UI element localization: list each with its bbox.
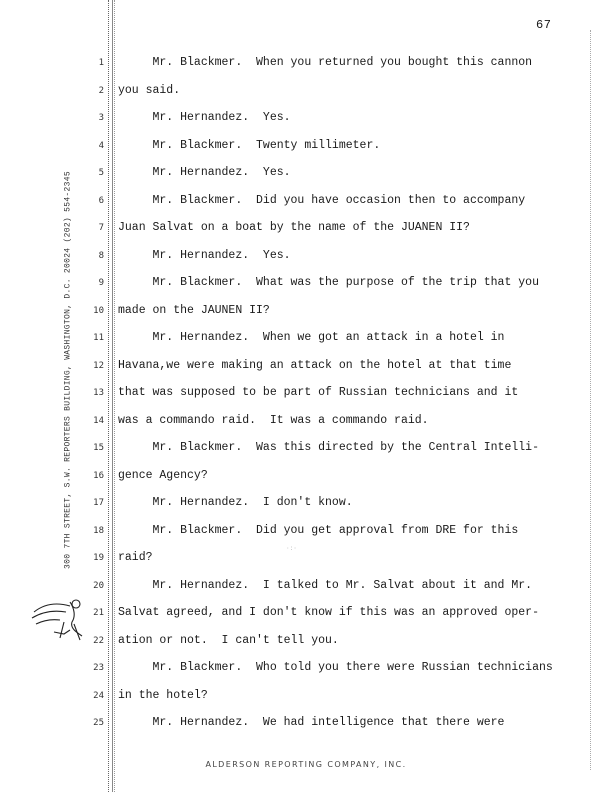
transcript-line: Mr. Blackmer. When you returned you bought this cannon: [118, 56, 533, 69]
transcript-line: you said.: [118, 83, 181, 97]
line-number: 10: [93, 305, 104, 316]
line-number: 7: [98, 223, 104, 233]
line-number: 24: [93, 690, 104, 701]
left-margin-rule: [108, 0, 109, 792]
line-number: 22: [93, 635, 104, 646]
line-number: 20: [93, 580, 104, 591]
transcript-line: Salvat agreed, and I don't know if this was an approved oper-: [118, 606, 539, 619]
line-number: 1: [98, 58, 104, 68]
transcript-line: made on the JAUNEN II?: [118, 303, 270, 317]
transcript-line: Havana,we were making an attack on the hotel at that time: [118, 358, 512, 372]
transcript-line: gence Agency?: [118, 468, 208, 482]
line-number: 12: [93, 360, 104, 371]
line-number: 18: [93, 525, 104, 536]
transcript-line: that was supposed to be part of Russian technicians and it: [118, 386, 519, 399]
line-number: 14: [93, 415, 104, 426]
transcript-line: Juan Salvat on a boat by the name of the JUANEN II?: [118, 221, 470, 234]
line-number: 9: [98, 278, 104, 288]
transcript-line: Mr. Hernandez. We had intelligence that there were: [118, 716, 505, 729]
line-number: 23: [93, 663, 104, 673]
transcript-line: Mr. Blackmer. Who told you there were Russian technicians: [118, 661, 553, 674]
transcript-line: Mr. Blackmer. What was the purpose of the trip that you: [118, 276, 539, 289]
transcript-line: Mr. Hernandez. When we got an attack in a hotel in: [118, 331, 505, 344]
line-number: 15: [93, 443, 104, 453]
transcript-line: ation or not. I can't tell you.: [118, 633, 339, 647]
page-number: 67: [536, 18, 552, 32]
transcript-line: Mr. Blackmer. Twenty millimeter.: [118, 138, 381, 152]
transcript-line: Mr. Blackmer. Did you have occasion then to accompany: [118, 193, 526, 207]
side-stamp: 300 7TH STREET, S.W. REPORTERS BUILDING, WASHINGTON, D.C. 20024 (202) 554-2345: [63, 171, 73, 569]
footer-company: ALDERSON REPORTING COMPANY, INC.: [205, 760, 407, 769]
line-number: 21: [93, 608, 104, 618]
line-number: 6: [98, 195, 104, 206]
transcript-line: Mr. Hernandez. I don't know.: [118, 496, 353, 509]
transcript-line: Mr. Hernandez. Yes.: [118, 166, 291, 179]
line-number: 5: [98, 168, 104, 178]
transcript-line: raid?: [118, 551, 153, 564]
line-number: 11: [93, 333, 104, 343]
line-number: 4: [98, 140, 104, 151]
line-number: 25: [93, 718, 104, 728]
line-number: 8: [98, 250, 104, 261]
line-number: 16: [93, 470, 104, 481]
left-margin-rule: [114, 0, 115, 792]
right-margin-rule: [590, 30, 591, 770]
scan-speck: ·:·: [286, 545, 297, 552]
transcript-line: Mr. Blackmer. Was this directed by the Central Intelli-: [118, 441, 539, 454]
line-number: 13: [93, 388, 104, 398]
left-margin-rule: [112, 0, 113, 792]
transcript-line: in the hotel?: [118, 688, 208, 702]
transcript-line: Mr. Hernandez. I talked to Mr. Salvat about it and Mr.: [118, 578, 533, 592]
transcript-line: Mr. Hernandez. Yes.: [118, 248, 291, 262]
transcript-line: Mr. Blackmer. Did you get approval from DRE for this: [118, 523, 519, 537]
line-number: 17: [93, 498, 104, 508]
line-number: 3: [98, 113, 104, 123]
transcript-line: Mr. Hernandez. Yes.: [118, 111, 291, 124]
line-number: 2: [98, 85, 104, 96]
transcript-line: was a commando raid. It was a commando raid.: [118, 413, 429, 427]
line-number: 19: [93, 553, 104, 563]
